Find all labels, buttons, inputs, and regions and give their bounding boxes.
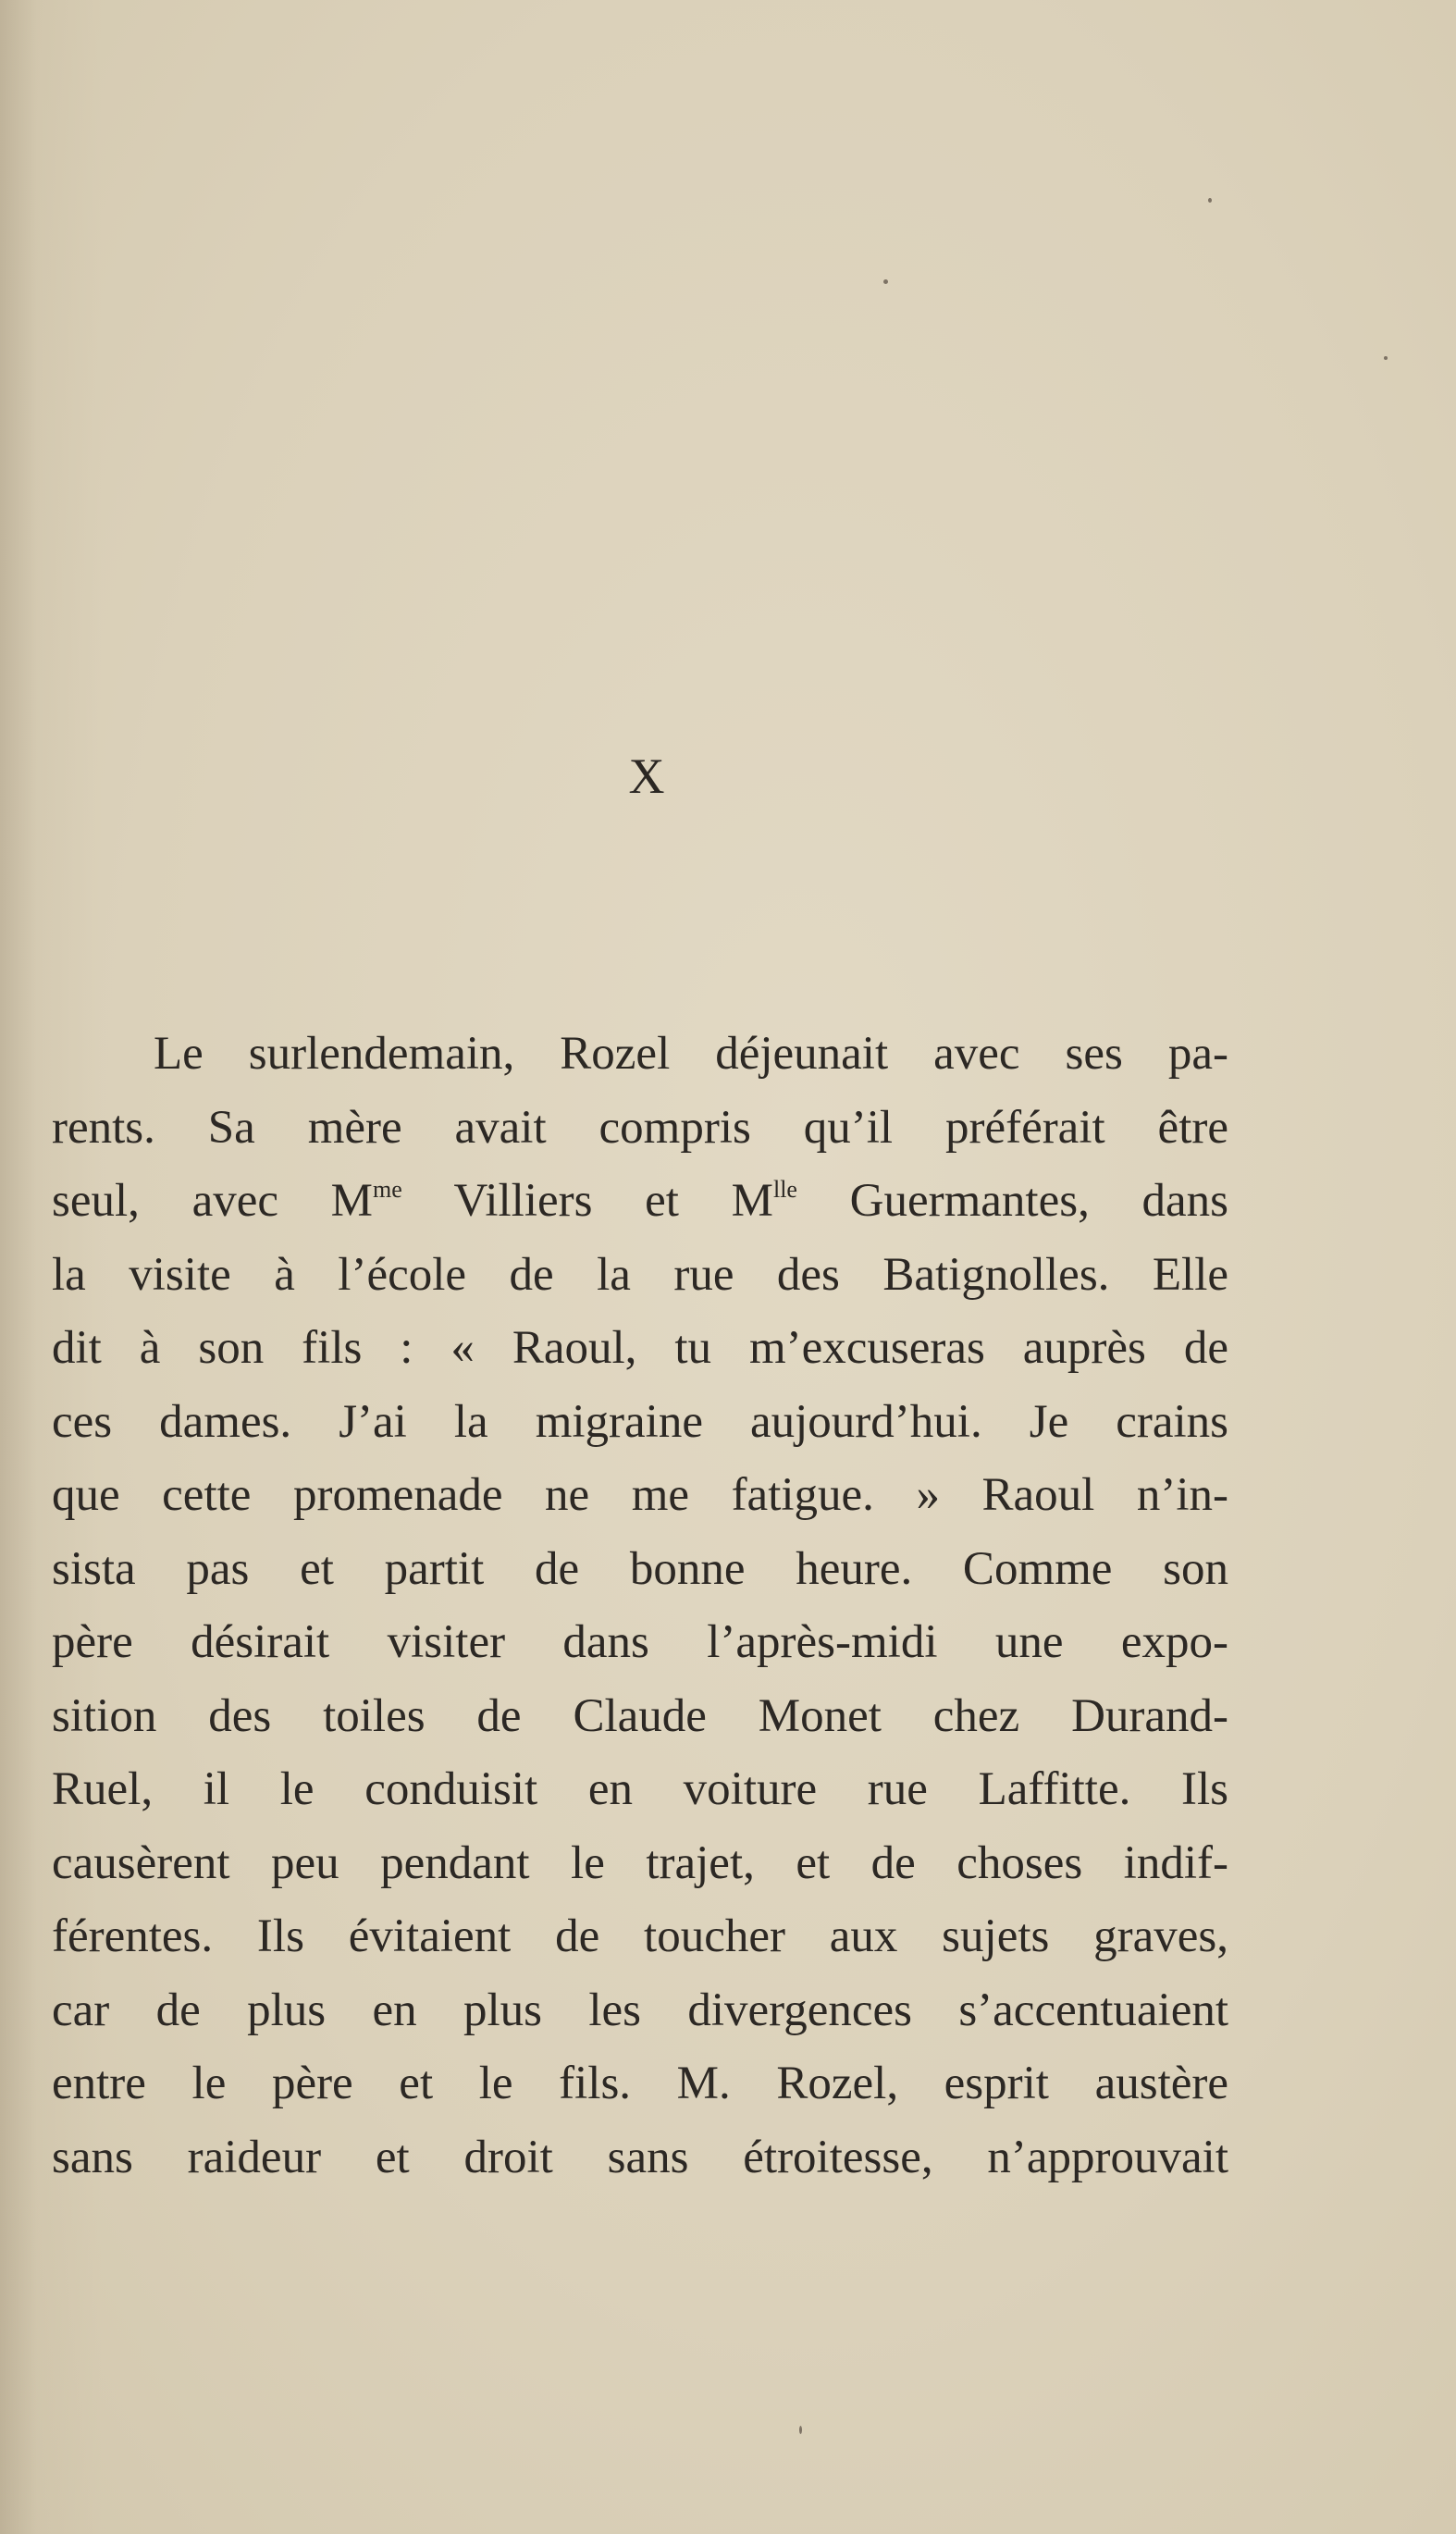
text-line: sista pas et partit de bonne heure. Comme son xyxy=(52,1542,1228,1595)
superscript-abbreviation: me xyxy=(373,1176,402,1203)
text-line: père désirait visiter dans l’après-midi une expo- xyxy=(52,1616,1228,1668)
text-line: dit à son fils : « Raoul, tu m’excuseras auprès de xyxy=(52,1322,1228,1374)
text-line: que cette promenade ne me fatigue. » Raoul n’in- xyxy=(52,1469,1228,1521)
text-fragment: seul, avec M xyxy=(52,1175,374,1227)
text-line: sans raideur et droit sans étroitesse, n’approuvait xyxy=(52,2131,1228,2183)
text-line: causèrent peu pendant le trajet, et de choses indif- xyxy=(52,1836,1228,1889)
paper-speck xyxy=(1208,198,1212,203)
text-line xyxy=(52,1165,1228,1239)
chapter-heading: X xyxy=(628,748,667,804)
text-line: Le surlendemain, Rozel déjeunait avec ses pa- xyxy=(154,1028,1228,1080)
paper-speck xyxy=(883,279,888,284)
text-line: entre le père et le fils. M. Rozel, esprit austère xyxy=(52,2058,1228,2109)
text-line: car de plus en plus les divergences s’accentuaient xyxy=(52,1984,1228,2036)
text-line: férentes. Ils évitaient de toucher aux sujets graves, xyxy=(52,1910,1228,1962)
chapter-text xyxy=(52,1018,1228,2194)
text-fragment: Guermantes, dans xyxy=(796,1175,1228,1227)
text-line: sition des toiles de Claude Monet chez Durand- xyxy=(52,1689,1228,1742)
paper-speck xyxy=(799,2426,802,2434)
text-line: rents. Sa mère avait compris qu’il préférait être xyxy=(52,1101,1228,1154)
text-line: ces dames. J’ai la migraine aujourd’hui. Je crains xyxy=(52,1395,1228,1448)
text-fragment: Villiers et M xyxy=(401,1175,773,1227)
text-line: Ruel, il le conduisit en voiture rue Laffitte. Ils xyxy=(52,1763,1228,1815)
superscript-abbreviation: lle xyxy=(772,1176,797,1203)
text-line: la visite à l’école de la rue des Batignolles. Elle xyxy=(52,1248,1228,1301)
paper-speck xyxy=(1384,356,1388,360)
